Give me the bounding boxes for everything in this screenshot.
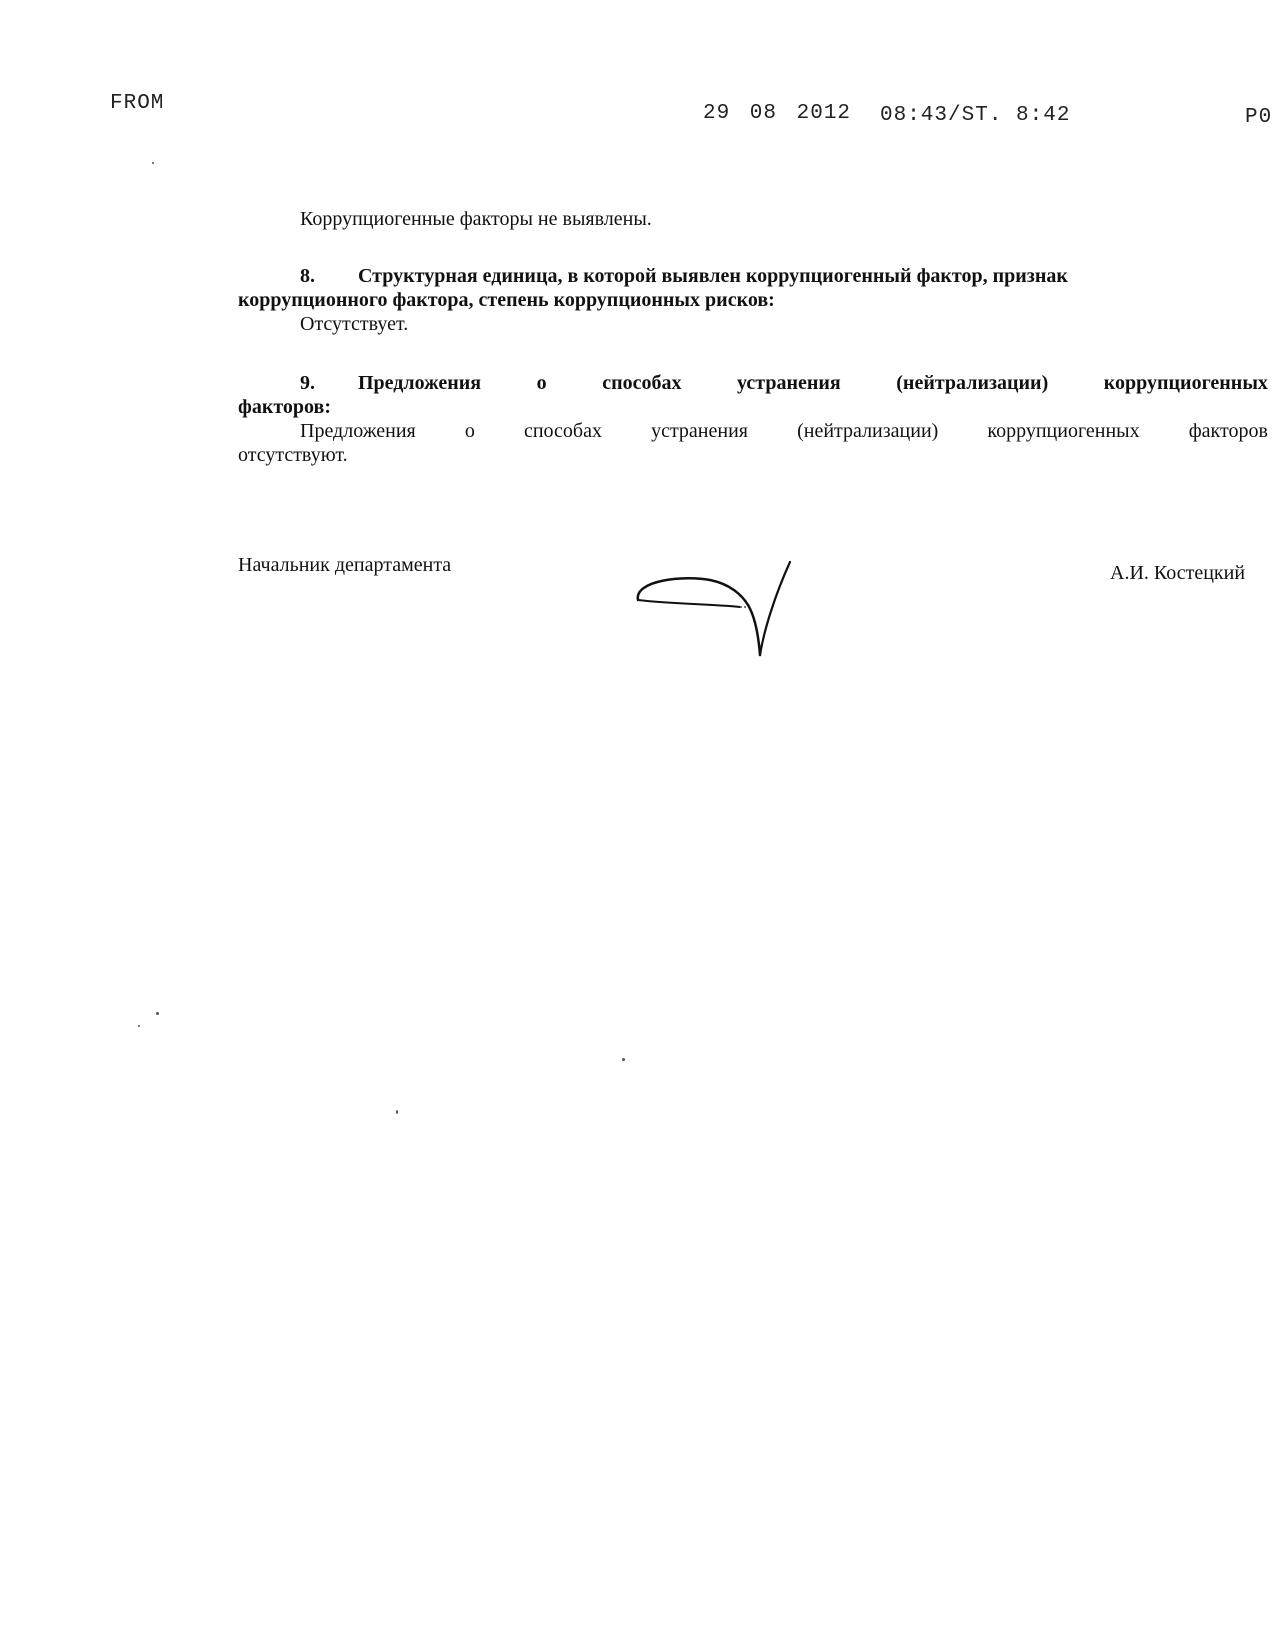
fax-time: 08:43/ST. 8:42: [880, 104, 1071, 127]
item-9-word: коррупциогенных: [1103, 372, 1268, 394]
item-8-heading-line2: коррупционного фактора, степень коррупционных рисков:: [238, 289, 775, 311]
item-9-answer-word: способах: [523, 420, 602, 442]
fax-from-label: FROM: [110, 92, 165, 115]
item-9-word: о: [536, 372, 547, 394]
signer-name: А.И. Костецкий: [1110, 562, 1246, 584]
item-9-word: устранения: [737, 372, 841, 394]
intro-paragraph: [238, 207, 1275, 231]
item-9-answer-line1: [238, 419, 1268, 443]
item-8-number: 8.: [300, 265, 315, 287]
item-9-heading-line1: [238, 371, 1268, 395]
item-9-number-and-first-word: [300, 371, 481, 395]
signature: [630, 560, 800, 660]
item-9-answer-line2: отсутствуют.: [238, 444, 348, 466]
item-8-heading-text: Структурная единица, в которой выявлен коррупциогенный фактор, признак: [358, 265, 1068, 287]
scan-speck: [396, 1110, 398, 1114]
scan-speck: [152, 162, 154, 164]
item-9-answer-word: о: [464, 420, 475, 442]
scan-speck: [138, 1025, 140, 1027]
item-9-heading-line2: факторов:: [238, 396, 332, 418]
item-9-answer-word: коррупциогенных: [987, 420, 1140, 442]
item-9-word: Предложения: [358, 372, 482, 394]
fax-date: 29 08 2012: [703, 102, 852, 125]
item-8: [238, 264, 1268, 336]
item-9-answer-word: факторов: [1188, 420, 1268, 442]
scan-speck: [156, 1012, 159, 1015]
fax-header: [0, 92, 1275, 132]
item-9-answer-word: (нейтрализации): [797, 420, 939, 442]
item-9-answer-word: устранения: [651, 420, 748, 442]
scan-speck: [622, 1058, 625, 1061]
intro-line: Коррупциогенные факторы не выявлены.: [300, 208, 652, 230]
item-9-word: способах: [602, 372, 682, 394]
item-9: [238, 371, 1268, 467]
item-9-word: (нейтрализации): [896, 372, 1049, 394]
signer-title: Начальник департамента: [238, 554, 452, 576]
item-9-answer-word: Предложения: [300, 420, 416, 442]
fax-page-label: P0: [1245, 106, 1273, 129]
item-8-heading-line1: [238, 264, 1268, 288]
item-9-number: 9.: [300, 372, 315, 394]
item-8-answer: Отсутствует.: [300, 313, 409, 335]
